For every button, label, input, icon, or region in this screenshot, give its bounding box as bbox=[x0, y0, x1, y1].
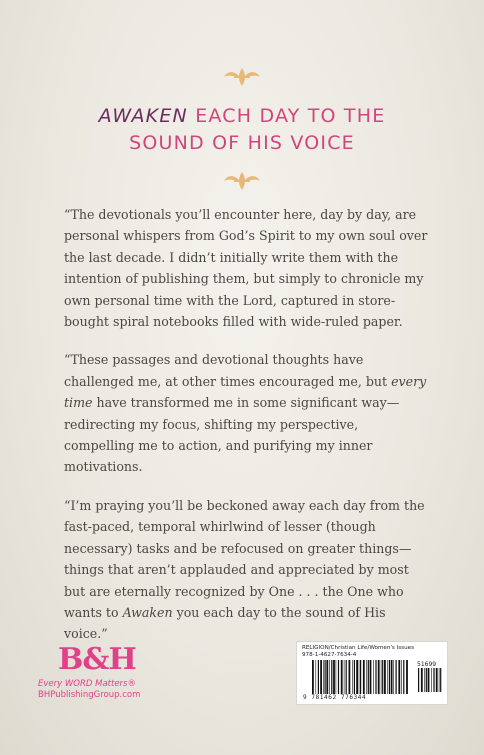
barcode-category: RELIGION/Christian Life/Women's Issues bbox=[302, 645, 414, 651]
quote-block bbox=[64, 204, 432, 662]
barcode-digits: 9 781462 776344 bbox=[303, 694, 367, 701]
headline-emphasis: AWAKEN bbox=[98, 105, 188, 127]
quote-paragraph-2 bbox=[64, 349, 432, 477]
publisher-mark: B&H bbox=[58, 642, 136, 677]
isbn-barcode bbox=[296, 641, 448, 705]
quote-3-emphasis: Awaken bbox=[122, 604, 173, 620]
quote-2-text-a: “These passages and devotional thoughts have challenged me, at other times encouraged me, but bbox=[64, 352, 392, 389]
quote-paragraph-3 bbox=[64, 495, 432, 645]
fleur-ornament-bottom-icon bbox=[222, 170, 262, 192]
headline bbox=[40, 103, 444, 157]
quote-2-text-b: have transformed me in some significant way—redirecting my focus, shifting my perspective, compelling me to action, and purifying my inner motivations. bbox=[64, 395, 400, 475]
quote-3-text-b: you each day to the sound of His voice.” bbox=[64, 604, 386, 642]
quote-paragraph-1: “The devotionals you’ll encounter here, day by day, are personal whispers from God’s Spirit to my own soul over the last decade. I didn’t initially write them with the intention of publishing them, but simply to chronicle my own personal time with the Lord, captured in store-bought spiral notebooks filled with wide-ruled paper. bbox=[64, 207, 428, 330]
quote-3-text-a: “I’m praying you’ll be beckoned away each day from the fast-paced, temporal whirlwind of lesser (though necessary) tasks and be refocused on greater things—things that aren’t applauded and appreciated by most but are eternally recognized by One . . . the One who wants to bbox=[64, 497, 425, 620]
publisher-logo bbox=[38, 643, 158, 699]
headline-line-2: SOUND OF HIS VOICE bbox=[129, 132, 355, 154]
headline-line-1-rest: EACH DAY TO THE bbox=[187, 105, 386, 127]
fleur-ornament-top-icon bbox=[222, 66, 262, 88]
headline-line-1 bbox=[40, 103, 444, 130]
barcode-price-code: 51699 bbox=[417, 661, 437, 668]
quote-2-emphasis: every time bbox=[64, 373, 427, 411]
publisher-website: BHPublishingGroup.com bbox=[38, 690, 141, 700]
barcode-addon-bars bbox=[417, 668, 443, 692]
barcode-bars bbox=[311, 660, 411, 694]
publisher-tagline: Every WORD Matters® bbox=[38, 679, 136, 689]
barcode-isbn: 978-1-4627-7634-4 bbox=[302, 652, 357, 658]
